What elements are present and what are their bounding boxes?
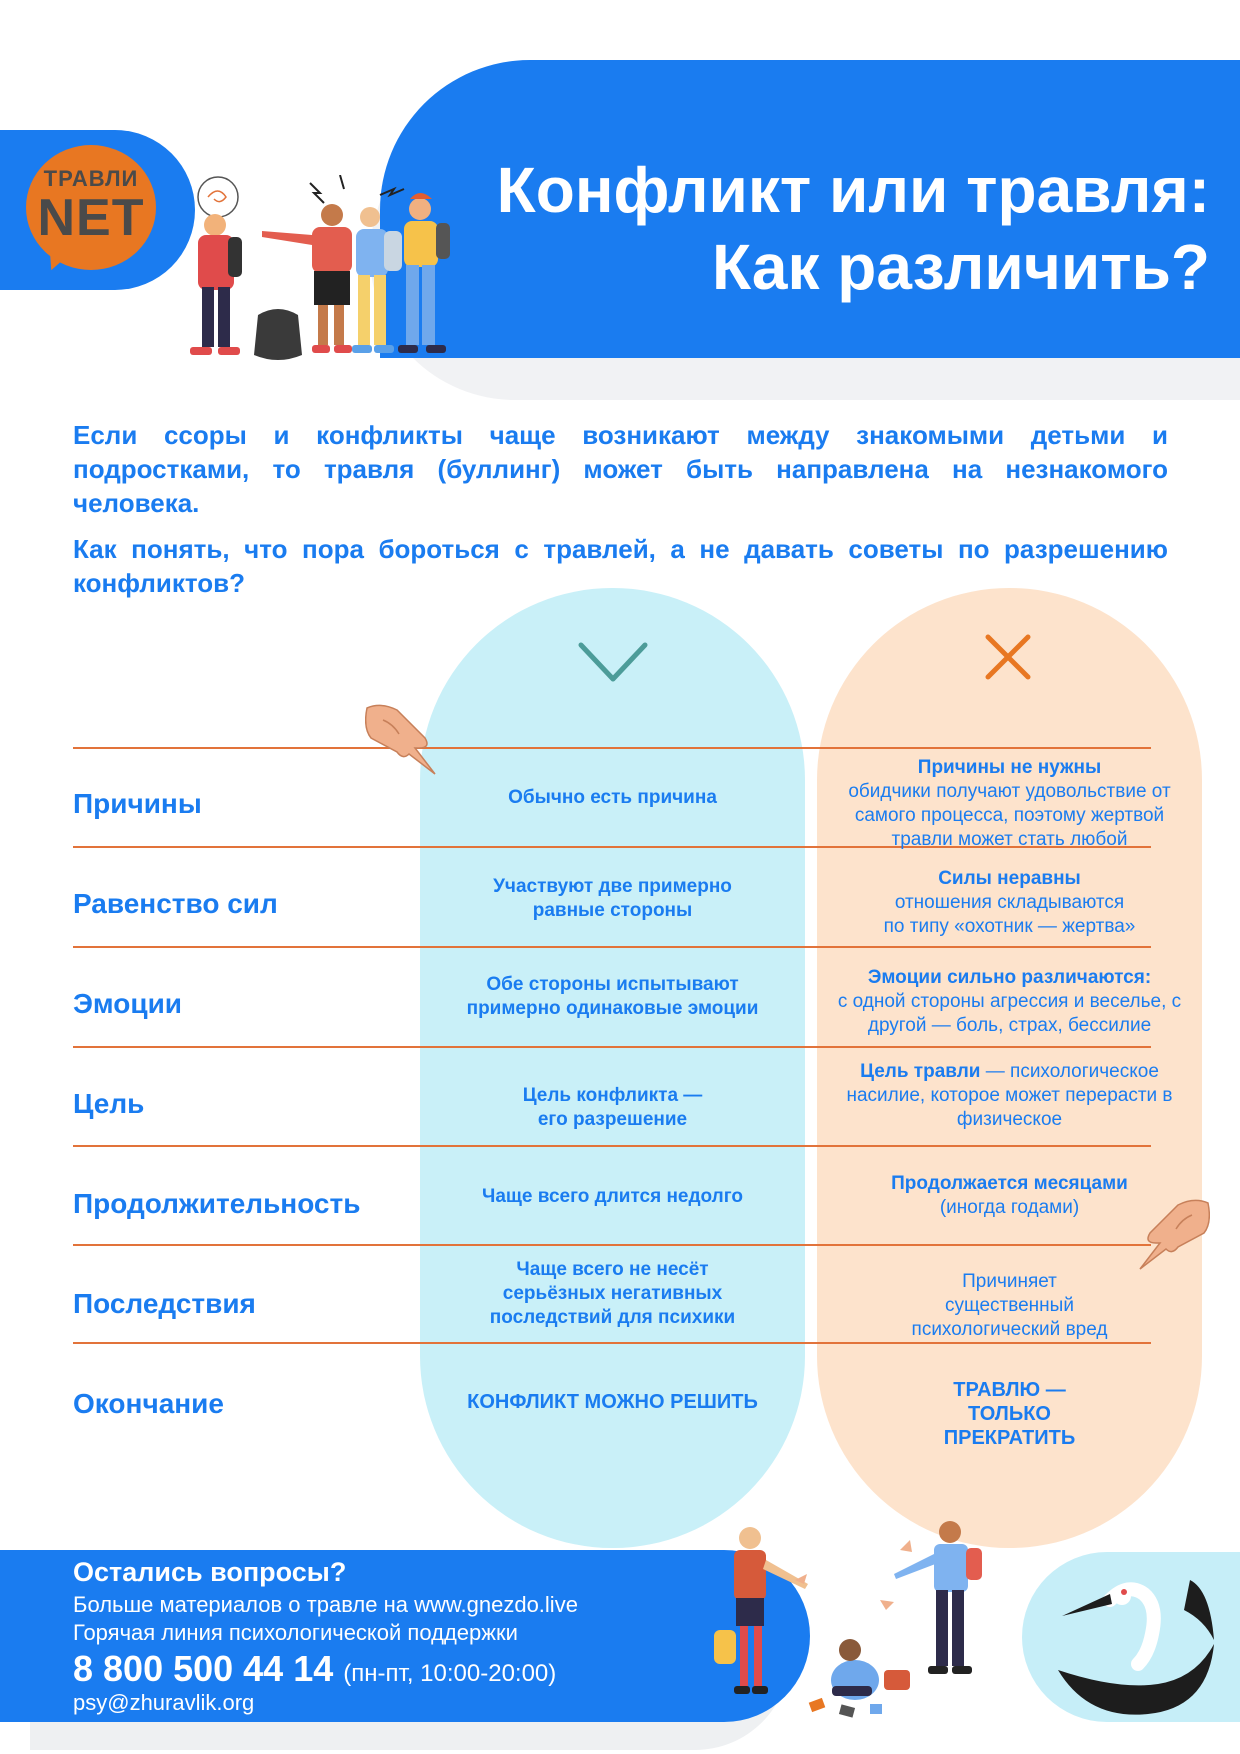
conflict-illustration (190, 175, 520, 395)
title-line-1: Конфликт или травля: (496, 154, 1210, 226)
footer-materials-link[interactable]: Больше материалов о травле на www.gnezdo.live (73, 1592, 578, 1617)
phone-number[interactable]: 8 800 500 44 14 (73, 1648, 334, 1689)
bullying-balance (817, 867, 1202, 939)
phone-hours: (пн-пт, 10:00-20:00) (343, 1660, 557, 1687)
row-label-duration: Продолжительность (73, 1188, 361, 1219)
intro-paragraph-2: Как понять, что пора бороться с травлей, а не давать советы по разрешению конфликтов? (73, 534, 1168, 598)
row-label-emotions: Эмоции (73, 988, 183, 1019)
conflict-goal: Цель конфликта — его разрешение (522, 1085, 703, 1130)
row-label-consequences: Последствия (73, 1288, 256, 1319)
bullying-balance-text: отношения складываются по типу «охотник — жертва» (883, 892, 1136, 937)
bullying-goal-title: Цель травли (860, 1061, 981, 1082)
bullying-duration-text: (иногда годами) (939, 1197, 1080, 1218)
logo-text-bottom: NET (37, 189, 145, 247)
bullying-balance-title: Силы неравны (938, 868, 1081, 889)
stork-logo-icon (1040, 1560, 1230, 1720)
conflict-consequences: Чаще всего не несёт серьёзных негативных последствий для психики (489, 1259, 736, 1328)
row-divider (73, 1046, 1151, 1048)
row-divider (73, 1145, 1151, 1147)
row-divider (73, 747, 1151, 749)
row-label-causes: Причины (73, 788, 202, 819)
intro-paragraph-1: Если ссоры и конфликты чаще возникают между знакомыми детьми и подростками, то травля (буллинг) может быть направлена на незнакомого человека. (73, 420, 1168, 518)
bullying-emotions-text: с одной стороны агрессия и веселье, с другой — боль, страх, бессилие (837, 991, 1182, 1036)
footer-email[interactable]: psy@zhuravlik.org (73, 1690, 255, 1715)
cross-icon (983, 632, 1033, 682)
bullying-causes-title: Причины не нужны (917, 757, 1102, 778)
bullying-goal (817, 1060, 1202, 1132)
bullying-emotions-title: Эмоции сильно различаются: (867, 967, 1152, 988)
bullying-duration-title: Продолжается месяцами (891, 1173, 1128, 1194)
bullying-consequences: Причиняет существенный психологический вред (911, 1271, 1108, 1340)
bullying-causes-text: обидчики получают удовольствие от самого процесса, поэтому жертвой травли может стать любой (848, 781, 1171, 850)
intro (73, 418, 1168, 600)
check-icon (578, 642, 648, 684)
pointing-hand-icon (1130, 1195, 1210, 1275)
bullying-goal-text: — психологическое насилие, которое может перерасти в физическое (846, 1061, 1173, 1130)
row-divider (73, 1244, 1151, 1246)
row-divider (73, 946, 1151, 948)
pointing-hand-icon (365, 700, 445, 780)
conflict-emotions: Обе стороны испытывают примерно одинаковые эмоции (466, 974, 759, 1019)
bullying-illustration (700, 1510, 1020, 1750)
conflict-ending: КОНФЛИКТ МОЖНО РЕШИТЬ (467, 1391, 758, 1413)
row-label-balance: Равенство сил (73, 888, 278, 919)
footer-hotline-label: Горячая линия психологической поддержки (73, 1620, 518, 1645)
bullying-emotions (817, 966, 1202, 1038)
bullying-causes (817, 756, 1202, 852)
row-label-goal: Цель (73, 1088, 145, 1119)
bullying-ending: ТРАВЛЮ — ТОЛЬКО ПРЕКРАТИТЬ (943, 1379, 1076, 1449)
page-title (400, 152, 1210, 306)
row-label-ending: Окончание (73, 1388, 224, 1419)
title-line-2: Как различить? (712, 230, 1210, 303)
row-divider (73, 1342, 1151, 1344)
footer-phone[interactable] (73, 1648, 556, 1690)
conflict-balance: Участвуют две примерно равные стороны (493, 876, 732, 921)
conflict-causes: Обычно есть причина (508, 787, 717, 808)
conflict-duration: Чаще всего длится недолго (481, 1186, 744, 1207)
logo-text-top: ТРАВЛИ (43, 166, 139, 191)
footer-title: Остались вопросы? (73, 1557, 347, 1587)
